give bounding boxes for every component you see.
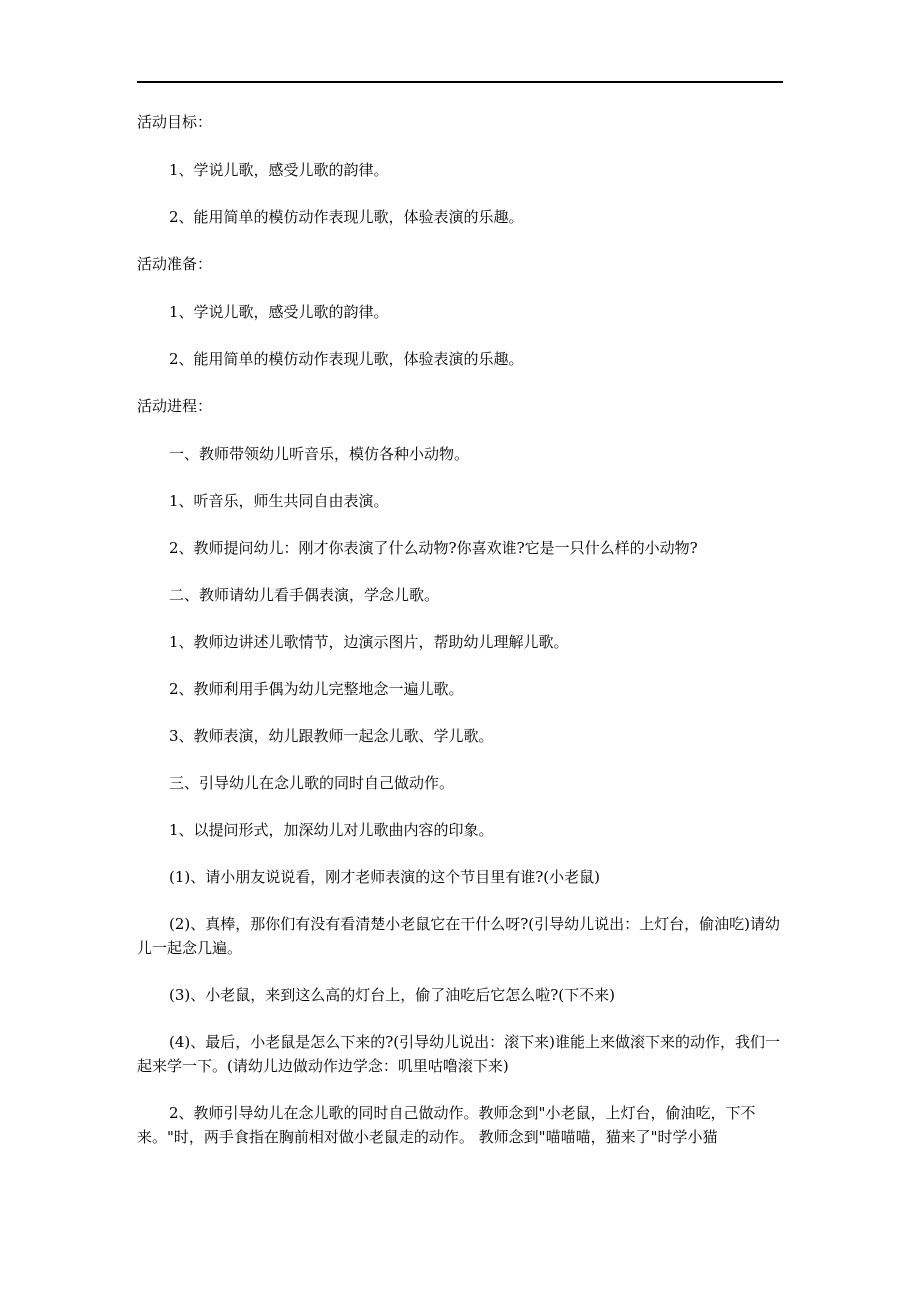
process-step-2-2: 2、教师利用手偶为幼儿完整地念一遍儿歌。	[169, 680, 464, 698]
goal-item-2: 2、能用简单的模仿动作表现儿歌，体验表演的乐趣。	[169, 208, 524, 226]
preparation-item-2: 2、能用简单的模仿动作表现儿歌，体验表演的乐趣。	[169, 350, 524, 368]
process-step-3-1: 1、以提问形式，加深幼儿对儿歌曲内容的印象。	[169, 821, 494, 839]
process-step-1-1: 1、听音乐，师生共同自由表演。	[169, 492, 389, 510]
preparation-item-1: 1、学说儿歌，感受儿歌的韵律。	[169, 303, 389, 321]
question-1: (1)、请小朋友说说看，刚才老师表演的这个节目里有谁?(小老鼠)	[169, 868, 600, 886]
process-step-2-3: 3、教师表演，幼儿跟教师一起念儿歌、学儿歌。	[169, 727, 494, 745]
process-step-3-2: 2、教师引导幼儿在念儿歌的同时自己做动作。教师念到"小老鼠，上灯台，偷油吃，下不来。"时，两手食指在胸前相对做小老鼠走的动作。 教师念到"喵喵喵，猫来了"时学小猫	[137, 1104, 756, 1146]
question-3: (3)、小老鼠，来到这么高的灯台上，偷了油吃后它怎么啦?(下不来)	[169, 986, 615, 1004]
process-step-2: 二、教师请幼儿看手偶表演，学念儿歌。	[169, 586, 440, 604]
process-step-2-1: 1、教师边讲述儿歌情节，边演示图片，帮助幼儿理解儿歌。	[169, 633, 569, 651]
goal-item-1: 1、学说儿歌，感受儿歌的韵律。	[169, 161, 389, 179]
section-heading-process: 活动进程：	[137, 397, 213, 415]
header-rule	[137, 81, 783, 83]
section-heading-preparation: 活动准备：	[137, 255, 213, 273]
process-step-1: 一、教师带领幼儿听音乐，模仿各种小动物。	[169, 445, 470, 463]
question-4: (4)、最后，小老鼠是怎么下来的?(引导幼儿说出：滚下来)谁能上来做滚下来的动作，我们一起来学一下。(请幼儿边做动作边学念：叽里咕噜滚下来)	[137, 1033, 780, 1075]
section-heading-goals: 活动目标：	[137, 113, 213, 131]
document-body	[137, 110, 783, 1172]
process-step-3: 三、引导幼儿在念儿歌的同时自己做动作。	[169, 774, 455, 792]
process-step-1-2: 2、教师提问幼儿：刚才你表演了什么动物?你喜欢谁?它是一只什么样的小动物?	[169, 539, 698, 557]
question-2: (2)、真棒，那你们有没有看清楚小老鼠它在干什么呀?(引导幼儿说出：上灯台，偷油吃)请幼儿一起念几遍。	[137, 915, 780, 957]
